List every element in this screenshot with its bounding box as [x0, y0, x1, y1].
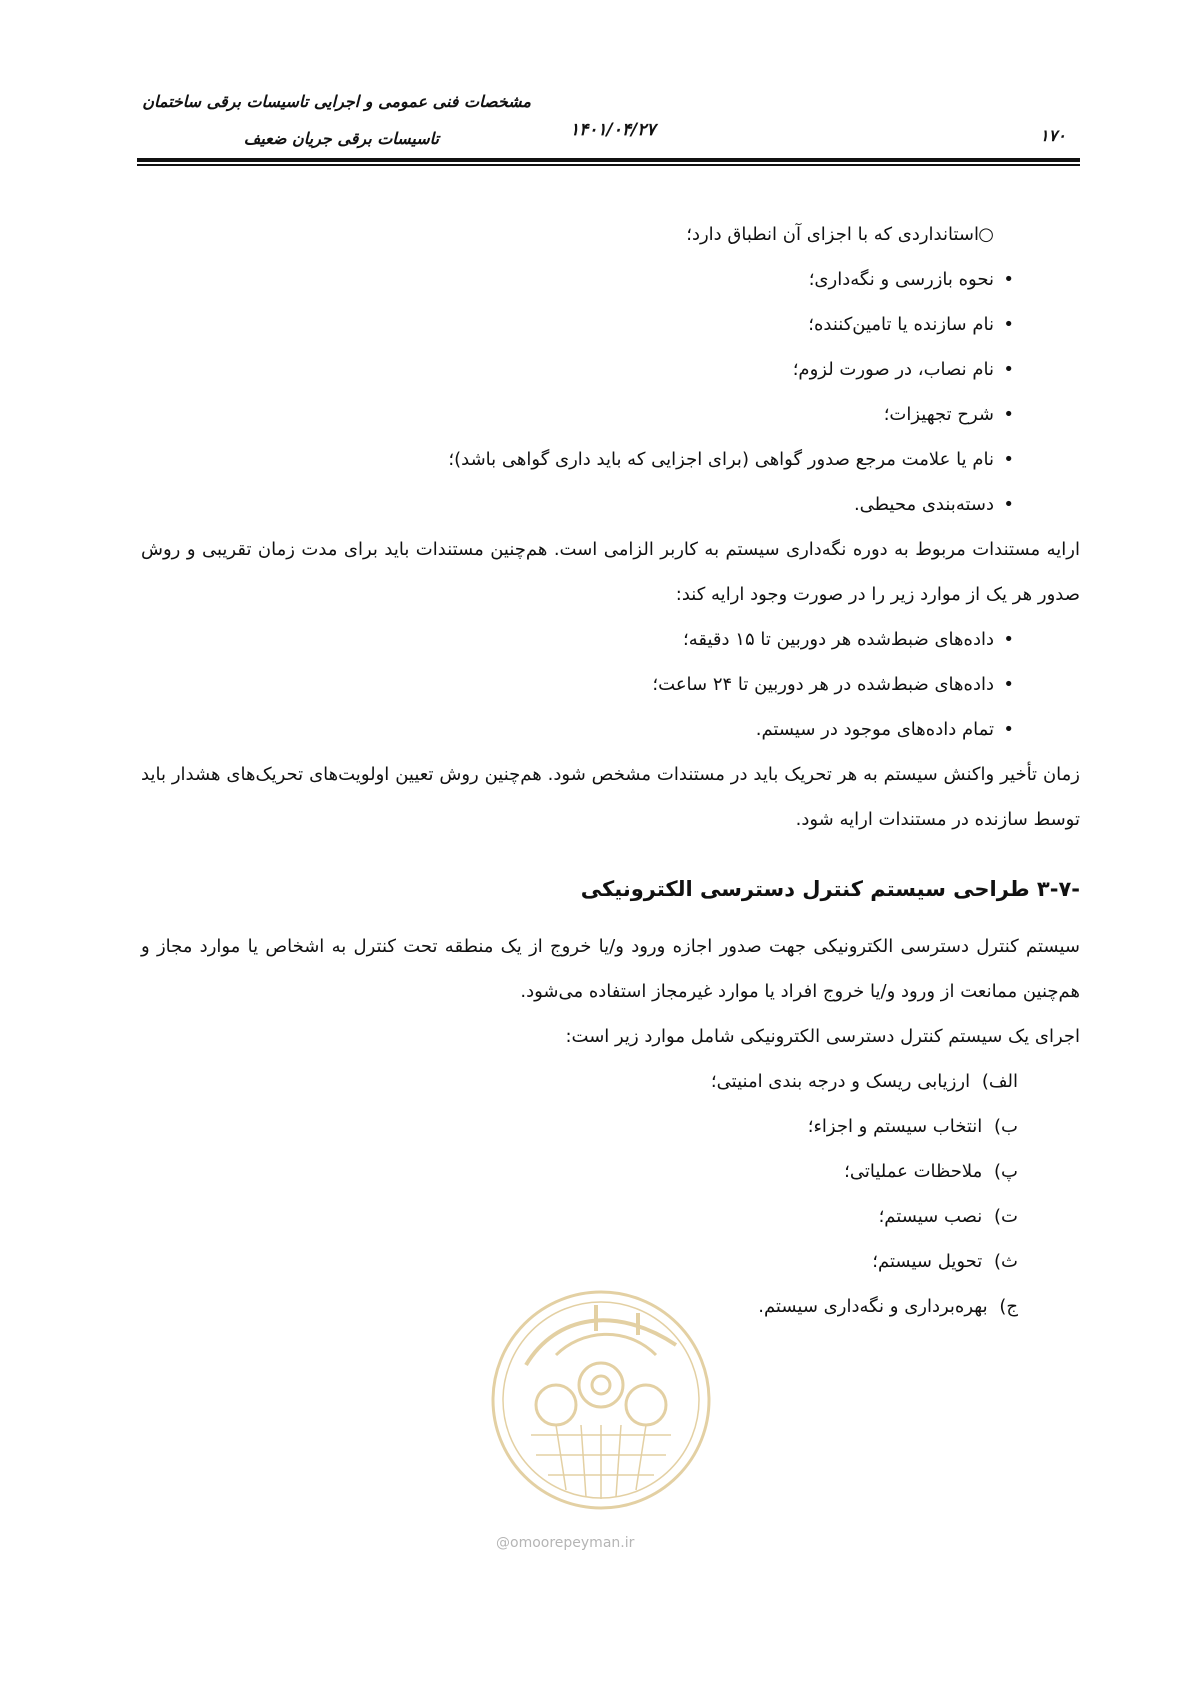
list-item — [141, 662, 1080, 707]
paragraph-implementation: اجرای یک سیستم کنترل دسترسی الکترونیکی شامل موارد زیر است: — [565, 1026, 1080, 1047]
header-rule-thin — [137, 164, 1080, 166]
list-item-text: نحوه بازرسی و نگه‌داری؛ — [808, 269, 994, 290]
list-item — [141, 1104, 1080, 1149]
list-item-text: تحویل سیستم؛ — [872, 1251, 983, 1272]
list-letter: الف) — [981, 1071, 1018, 1092]
bullet-icon: • — [1003, 674, 1014, 695]
list-item — [141, 212, 1080, 257]
list-item — [141, 302, 1080, 347]
bullet-icon: • — [1003, 494, 1014, 515]
circle-bullet-icon: ○ — [978, 224, 994, 245]
list-item — [141, 617, 1080, 662]
list-item-text: داده‌های ضبط‌شده در هر دوربین تا ۲۴ ساعت؛ — [652, 674, 994, 695]
list-letter: ب) — [994, 1116, 1018, 1137]
bullet-icon: • — [1003, 449, 1014, 470]
section-title: تاسیسات برقی جریان ضعیف — [243, 129, 439, 148]
section-number: ۳-۷- — [1036, 877, 1080, 901]
list-item — [141, 1059, 1080, 1104]
paragraph-latency: زمان تأخیر واکنش سیستم به هر تحریک باید در مستندات مشخص شود. هم‌چنین روش تعیین اولویت‌های تحریک‌های هشدار باید توسط سازنده در مستندات ارایه شود. — [141, 764, 1080, 830]
watermark-logo-icon — [486, 1285, 716, 1515]
list-item-text: ارزیابی ریسک و درجه بندی امنیتی؛ — [710, 1071, 971, 1092]
list-item-text: استانداردی که با اجزای آن انطباق دارد؛ — [686, 224, 979, 245]
header-rule-thick — [137, 158, 1080, 162]
page-number: ۱۷۰ — [1040, 126, 1066, 145]
list-item — [141, 257, 1080, 302]
list-item-text: نام سازنده یا تامین‌کننده؛ — [808, 314, 994, 335]
bullet-icon: • — [1003, 269, 1014, 290]
list-item-text: نصب سیستم؛ — [878, 1206, 983, 1227]
list-item — [141, 347, 1080, 392]
section-heading-title: طراحی سیستم کنترل دسترسی الکترونیکی — [580, 877, 1030, 901]
list-item-text: نام یا علامت مرجع صدور گواهی (برای اجزایی که باید داری گواهی باشد)؛ — [448, 449, 994, 470]
bullet-icon: • — [1003, 314, 1014, 335]
list-item-text: نام نصاب، در صورت لزوم؛ — [792, 359, 994, 380]
list-item-text: انتخاب سیستم و اجزاء؛ — [807, 1116, 983, 1137]
list-letter: ت) — [994, 1206, 1018, 1227]
top-list — [141, 212, 1080, 527]
middle-list — [141, 617, 1080, 752]
list-item — [141, 392, 1080, 437]
list-letter: ث) — [994, 1251, 1018, 1272]
document-date: ۱۴۰۱/۰۴/۲۷ — [570, 120, 656, 140]
list-item — [141, 1239, 1080, 1284]
list-item — [141, 1149, 1080, 1194]
list-item-text: بهره‌برداری و نگه‌داری سیستم. — [758, 1296, 988, 1317]
list-item-text: شرح تجهیزات؛ — [883, 404, 994, 425]
list-item — [141, 1194, 1080, 1239]
list-item-text: ملاحظات عملیاتی؛ — [844, 1161, 983, 1182]
page-header — [0, 0, 1191, 175]
list-letter: ج) — [999, 1296, 1018, 1317]
list-item — [141, 707, 1080, 752]
section-heading — [141, 864, 1080, 914]
list-letter: پ) — [994, 1161, 1018, 1182]
document-title: مشخصات فنی عمومی و اجرایی تاسیسات برقی ساختمان — [142, 92, 531, 111]
body-content — [141, 212, 1080, 1329]
bullet-icon: • — [1003, 719, 1014, 740]
list-item-text: دسته‌بندی محیطی. — [853, 494, 994, 515]
list-item-text: تمام داده‌های موجود در سیستم. — [755, 719, 994, 740]
paragraph-access-control: سیستم کنترل دسترسی الکترونیکی جهت صدور اجازه ورود و/یا خروج از یک منطقه تحت کنترل به اشخاص یا موارد مجاز و هم‌چنین ممانعت از ورود و/یا خروج افراد یا موارد غیرمجاز استفاده می‌شود. — [141, 936, 1080, 1002]
bullet-icon: • — [1003, 404, 1014, 425]
bullet-icon: • — [1003, 359, 1014, 380]
watermark-site: @omoorepeyman.ir — [496, 1535, 635, 1551]
bullet-icon: • — [1003, 629, 1014, 650]
list-item — [141, 482, 1080, 527]
paragraph-documentation: ارایه مستندات مربوط به دوره نگه‌داری سیستم به کاربر الزامی است. هم‌چنین مستندات باید برای مدت زمان تقریبی و روش صدور هر یک از موارد زیر را در صورت وجود ارایه کند: — [141, 539, 1080, 605]
list-item — [141, 437, 1080, 482]
list-item-text: داده‌های ضبط‌شده هر دوربین تا ۱۵ دقیقه؛ — [683, 629, 994, 650]
